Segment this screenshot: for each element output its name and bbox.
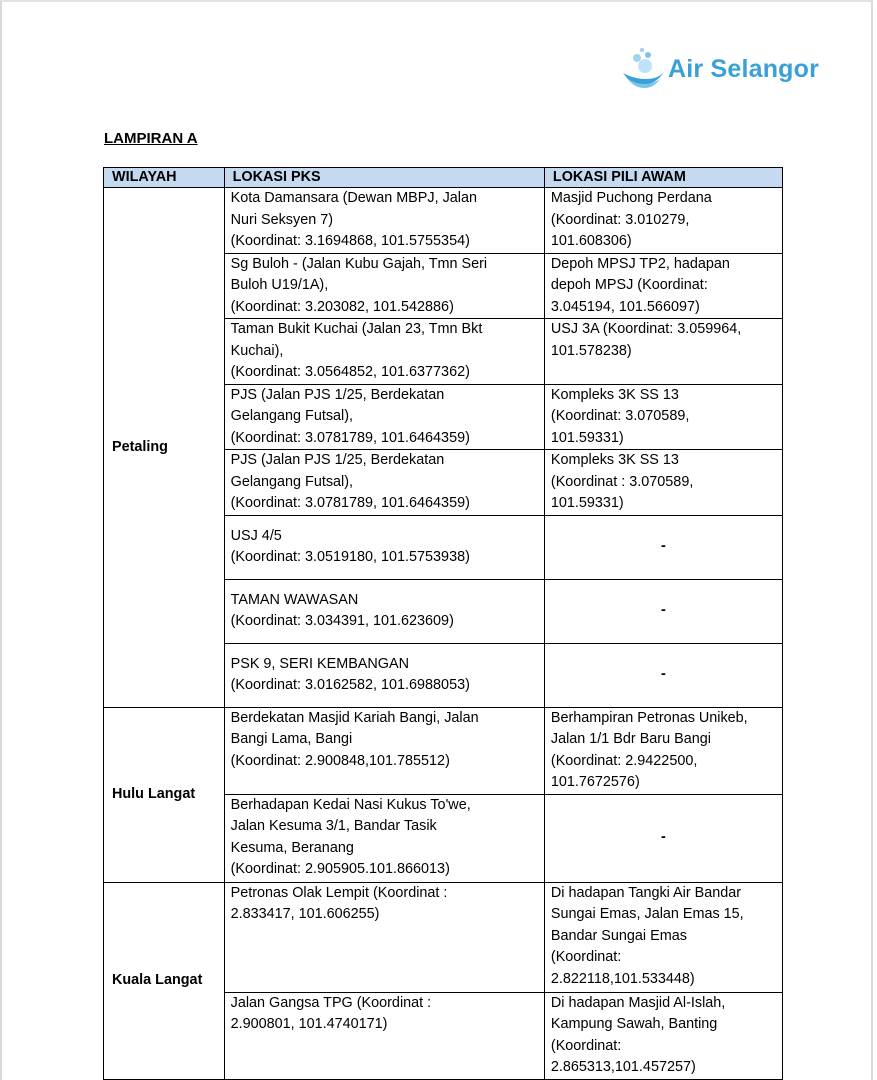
pili-awam-location-line: (Koordinat: 3.010279, xyxy=(550,211,690,228)
table-row xyxy=(104,882,783,992)
pili-awam-location-cell xyxy=(544,992,782,1079)
pks-location-cell xyxy=(224,882,544,992)
pili-awam-location-line: 101.59331) xyxy=(550,429,624,446)
pili-awam-location-line: 2.822118,101.533448) xyxy=(550,970,695,987)
region-cell: Kuala Langat xyxy=(104,882,225,1079)
pks-location-line: Kota Damansara (Dewan MBPJ, Jalan xyxy=(230,190,477,206)
pks-location-line: Gelangang Futsal), xyxy=(230,473,354,490)
pili-awam-location-line: depoh MPSJ (Koordinat: xyxy=(550,277,708,293)
logo-text: Air Selangor xyxy=(668,54,820,83)
pili-awam-location-line: - xyxy=(661,602,666,619)
pks-location-line: TAMAN WAWASAN xyxy=(230,591,359,608)
pks-location-line: Petronas Olak Lempit (Koordinat : xyxy=(230,884,448,901)
pili-awam-location-cell xyxy=(544,794,782,882)
pks-location-cell xyxy=(224,992,544,1079)
page-heading: LAMPIRAN A xyxy=(104,130,198,147)
pks-location-line: Berdekatan Masjid Kariah Bangi, Jalan xyxy=(230,709,479,726)
pili-awam-location-line: Bandar Sungai Emas xyxy=(550,927,687,944)
pili-awam-location-line: - xyxy=(661,666,666,683)
pili-awam-location-cell xyxy=(544,253,782,319)
pili-awam-location-cell xyxy=(544,450,782,516)
pks-location-cell xyxy=(224,794,544,882)
pili-awam-location-line: 101.7672576) xyxy=(550,774,640,790)
pks-location-cell xyxy=(224,579,544,643)
pili-awam-location-cell xyxy=(544,707,782,794)
pili-awam-location-line: (Koordinat: 2.9422500, xyxy=(550,752,698,769)
pks-location-line: Kesuma, Beranang xyxy=(230,839,354,856)
table-header-row xyxy=(104,168,783,188)
pks-location-line: (Koordinat: 3.0519180, 101.5753938) xyxy=(230,549,470,565)
pili-awam-location-line: (Koordinat: xyxy=(550,1037,622,1054)
pili-awam-location-line: - xyxy=(661,538,666,555)
pks-location-line: 2.833417, 101.606255) xyxy=(230,906,380,922)
pks-location-line: Jalan Kesuma 3/1, Bandar Tasik xyxy=(230,818,437,834)
pks-location-line: PJS (Jalan PJS 1/25, Berdekatan xyxy=(230,452,445,468)
pks-location-line: (Koordinat: 3.034391, 101.623609) xyxy=(230,613,454,629)
region-cell: Hulu Langat xyxy=(104,707,225,882)
pili-awam-location-cell xyxy=(544,643,782,707)
pks-location-line: Bangi Lama, Bangi xyxy=(230,731,353,747)
table-row xyxy=(104,188,783,254)
pks-location-line: 2.900801, 101.4740171) xyxy=(230,1016,388,1032)
pili-awam-location-line: Kompleks 3K SS 13 xyxy=(550,386,679,403)
location-table xyxy=(103,167,783,1080)
pks-location-line: Nuri Seksyen 7) xyxy=(230,211,333,228)
pili-awam-location-cell xyxy=(544,188,782,254)
table-row xyxy=(104,707,783,794)
pili-awam-location-line: Masjid Puchong Perdana xyxy=(550,190,712,206)
region-cell: Petaling xyxy=(104,188,225,708)
pks-location-line: Jalan Gangsa TPG (Koordinat : xyxy=(230,994,432,1011)
pili-awam-location-line: 3.045194, 101.566097) xyxy=(550,298,700,315)
pili-awam-location-line: 101.608306) xyxy=(550,233,632,249)
pks-location-cell xyxy=(224,319,544,385)
pks-location-line: (Koordinat: 3.0162582, 101.6988053) xyxy=(230,677,470,693)
pks-location-line: Berhadapan Kedai Nasi Kukus To'we, xyxy=(230,796,471,813)
header-wilayah: WILAYAH xyxy=(104,168,225,188)
pili-awam-location-line: (Koordinat : 3.070589, xyxy=(550,473,694,490)
pks-location-cell xyxy=(224,515,544,579)
pili-awam-location-cell xyxy=(544,515,782,579)
pili-awam-location-cell xyxy=(544,319,782,385)
pks-location-line: Kuchai), xyxy=(230,342,284,359)
pks-location-line: Sg Buloh - (Jalan Kubu Gajah, Tmn Seri xyxy=(230,255,488,272)
pks-location-line: (Koordinat: 3.0564852, 101.6377362) xyxy=(230,364,470,380)
pks-location-line: (Koordinat: 3.0781789, 101.6464359) xyxy=(230,495,470,511)
pks-location-cell xyxy=(224,384,544,450)
pili-awam-location-line: USJ 3A (Koordinat: 3.059964, xyxy=(550,321,742,337)
pks-location-line: (Koordinat: 2.900848,101.785512) xyxy=(230,752,450,769)
pks-location-line: PSK 9, SERI KEMBANGAN xyxy=(230,655,409,672)
pili-awam-location-line: Jalan 1/1 Bdr Baru Bangi xyxy=(550,731,711,747)
pili-awam-location-line: Di hadapan Masjid Al-Islah, xyxy=(550,994,726,1011)
pili-awam-location-line: Berhampiran Petronas Unikeb, xyxy=(550,709,748,726)
pks-location-line: (Koordinat: 3.0781789, 101.6464359) xyxy=(230,429,470,446)
pks-location-cell xyxy=(224,450,544,516)
pks-location-cell xyxy=(224,188,544,254)
pks-location-cell xyxy=(224,643,544,707)
pks-location-line: (Koordinat: 3.203082, 101.542886) xyxy=(230,298,454,315)
header-lokasi-pili-awam: LOKASI PILI AWAM xyxy=(544,168,782,188)
pks-location-line: Gelangang Futsal), xyxy=(230,408,354,424)
pili-awam-location-line: 101.59331) xyxy=(550,495,624,511)
pili-awam-location-line: Kampung Sawah, Banting xyxy=(550,1016,718,1032)
pili-awam-location-cell xyxy=(544,384,782,450)
air-selangor-logo xyxy=(620,44,819,94)
water-drop-icon xyxy=(620,46,666,92)
pili-awam-location-line: (Koordinat: 3.070589, xyxy=(550,408,690,424)
pks-location-line: Taman Bukit Kuchai (Jalan 23, Tmn Bkt xyxy=(230,321,483,337)
pks-location-line: USJ 4/5 xyxy=(230,527,282,544)
header-lokasi-pks: LOKASI PKS xyxy=(224,168,544,188)
pili-awam-location-line: 2.865313,101.457257) xyxy=(550,1059,696,1075)
pili-awam-location-line: 101.578238) xyxy=(550,342,632,359)
pks-location-line: (Koordinat: 3.1694868, 101.5755354) xyxy=(230,233,470,249)
pks-location-cell xyxy=(224,707,544,794)
pks-location-cell xyxy=(224,253,544,319)
pili-awam-location-line: - xyxy=(661,829,666,846)
pili-awam-location-cell xyxy=(544,882,782,992)
pili-awam-location-line: Kompleks 3K SS 13 xyxy=(550,452,679,468)
pks-location-line: (Koordinat: 2.905905.101.866013) xyxy=(230,861,450,877)
pks-location-line: Buloh U19/1A), xyxy=(230,277,329,293)
pili-awam-location-line: (Koordinat: xyxy=(550,949,622,965)
pili-awam-location-line: Depoh MPSJ TP2, hadapan xyxy=(550,255,730,272)
pili-awam-location-line: Sungai Emas, Jalan Emas 15, xyxy=(550,906,744,922)
pili-awam-location-line: Di hadapan Tangki Air Bandar xyxy=(550,884,742,901)
pili-awam-location-cell xyxy=(544,579,782,643)
pks-location-line: PJS (Jalan PJS 1/25, Berdekatan xyxy=(230,386,445,403)
